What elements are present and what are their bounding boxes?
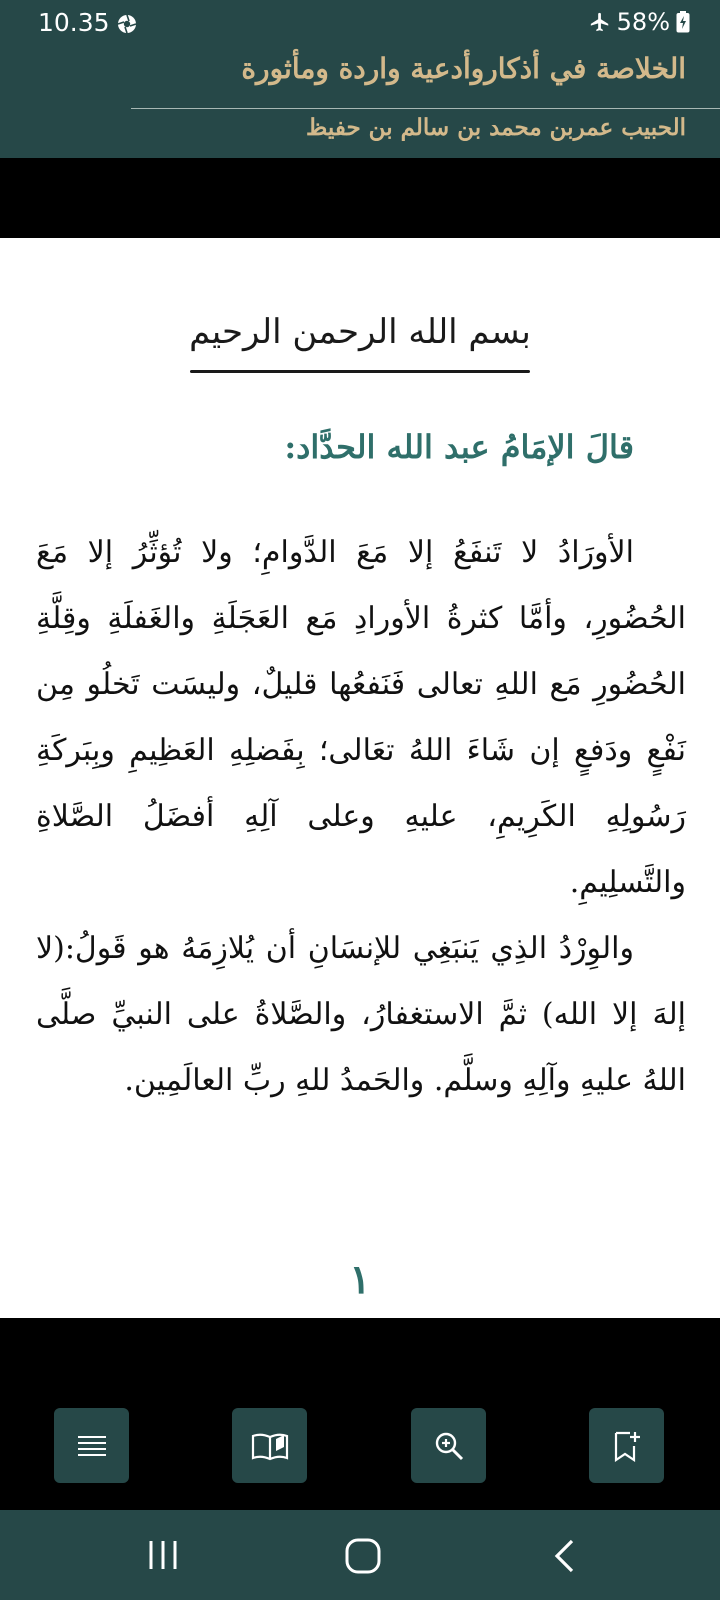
book-author: الحبيب عمربن محمد بن سالم بن حفيظ <box>306 114 686 141</box>
recent-apps-icon[interactable] <box>146 1538 180 1572</box>
add-bookmark-button[interactable] <box>589 1408 664 1483</box>
system-nav-bar <box>0 1510 720 1600</box>
airplane-mode-icon <box>589 11 611 33</box>
page-number: ١ <box>349 1256 371 1303</box>
bookmark-add-icon <box>613 1430 641 1462</box>
paragraph: والوِرْدُ الذِي يَنبَغِي للإنسَانِ أن يُلازِمَهُ هو قَولُ:(لا إلهَ إلا الله) ثمَّ الاستغفارُ، والصَّلاةُ على النبيِّ صلَّى اللهُ عليهِ وآلِهِ وسلَّم. والحَمدُ للهِ ربِّ العالَمِين. <box>36 931 686 1098</box>
menu-icon <box>77 1434 107 1458</box>
book-index-button[interactable] <box>232 1408 307 1483</box>
home-icon[interactable] <box>345 1538 381 1574</box>
basmala-text: بسم الله الرحمن الرحيم <box>189 312 531 352</box>
back-icon[interactable] <box>552 1538 576 1574</box>
app-header <box>0 46 720 158</box>
status-time: 10.35 <box>38 8 110 37</box>
book-icon <box>251 1431 289 1461</box>
header-divider <box>131 108 720 109</box>
status-right <box>589 8 690 36</box>
menu-button[interactable] <box>54 1408 129 1483</box>
battery-charging-icon <box>676 11 690 33</box>
page-body <box>36 520 686 1114</box>
zoom-button[interactable] <box>411 1408 486 1483</box>
battery-percent: 58% <box>616 8 670 36</box>
quote-heading: قالَ الإمَامُ عبد الله الحدَّاد: <box>284 428 634 466</box>
aperture-icon <box>117 14 137 34</box>
basmala-flourish <box>190 370 530 373</box>
book-page[interactable] <box>0 238 720 1318</box>
zoom-icon <box>434 1431 464 1461</box>
status-bar <box>0 0 720 46</box>
paragraph: الأورَادُ لا تَنفَعُ إلا مَعَ الدَّوامِ؛ ولا تُؤثِّرُ إلا مَعَ الحُضُورِ، وأمَّا كثرةُ الأورادِ مَع العَجَلَةِ والغَفلَةِ وقِلَّةِ الحُضُورِ مَع اللهِ تعالى فَنَفعُها قليلٌ، وليسَت تَخلُو مِن نَفْعٍ ودَفعٍ إن شَاءَ اللهُ تعَالى؛ بِفَضلِهِ العَظِيمِ وبِبَركَةِ رَسُولِهِ الكَرِيمِ، عليهِ وعلى آلِهِ أفضَلُ الصَّلاةِ والتَّسلِيمِ. <box>36 535 686 900</box>
book-title: الخلاصة في أذكاروأدعية واردة ومأثورة <box>241 52 686 85</box>
basmala <box>150 298 570 388</box>
